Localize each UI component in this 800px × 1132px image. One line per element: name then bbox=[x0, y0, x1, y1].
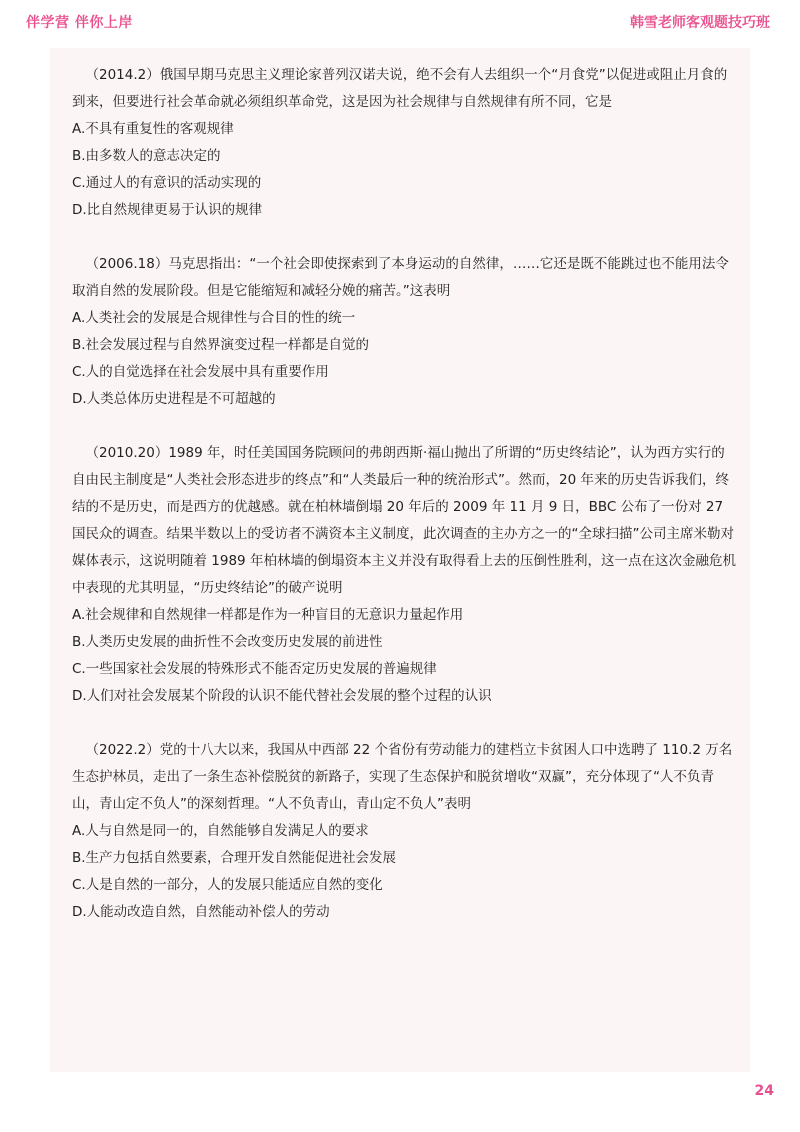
option-a: A.社会规律和自然规律一样都是作为一种盲目的无意识力量起作用 bbox=[72, 607, 464, 623]
option-b: B.社会发展过程与自然界演变过程一样都是自觉的 bbox=[72, 337, 370, 353]
option-d: D.比自然规律更易于认识的规律 bbox=[72, 202, 263, 218]
option-a: A.人与自然是同一的，自然能够自发满足人的要求 bbox=[72, 823, 369, 839]
question-2 bbox=[72, 251, 738, 413]
option-c: C.人是自然的一部分，人的发展只能适应自然的变化 bbox=[72, 877, 383, 893]
question-1 bbox=[72, 62, 738, 224]
option-d: D.人类总体历史进程是不可超越的 bbox=[72, 391, 276, 407]
option-d: D.人们对社会发展某个阶段的认识不能代替社会发展的整个过程的认识 bbox=[72, 688, 492, 704]
page-number: 24 bbox=[754, 1083, 774, 1099]
option-d: D.人能动改造自然，自然能动补偿人的劳动 bbox=[72, 904, 330, 920]
option-a: A.人类社会的发展是合规律性与合目的性的统一 bbox=[72, 310, 356, 326]
question-stem: （2010.20）1989 年，时任美国国务院顾问的弗朗西斯·福山抛出了所谓的“历史终结论”，认为西方实行的自由民主制度是“人类社会形态进步的终点”和“人类最后一种的统治形式”。然而，20 年来的历史告诉我们，终结的不是历史，而是西方的优越感。就在柏林墙倒塌 20 年后的 2009 年 11 月 9 日，BBC 公布了一份对 27 国民众的调查。结果半数以上的受访者不满资本主义制度，此次调查的主办方之一的“全球扫描”公司主席米勒对媒体表示，这说明随着 1989 年柏林墙的倒塌资本主义并没有取得看上去的压倒性胜利，这一点在这次金融危机中表现的尤其明显，“历史终结论”的破产说明 bbox=[72, 445, 736, 596]
option-c: C.一些国家社会发展的特殊形式不能否定历史发展的普遍规律 bbox=[72, 661, 437, 677]
option-b: B.由多数人的意志决定的 bbox=[72, 148, 221, 164]
question-3 bbox=[72, 440, 738, 710]
option-c: C.人的自觉选择在社会发展中具有重要作用 bbox=[72, 364, 329, 380]
option-c: C.通过人的有意识的活动实现的 bbox=[72, 175, 262, 191]
option-b: B.生产力包括自然要素，合理开发自然能促进社会发展 bbox=[72, 850, 397, 866]
question-list bbox=[72, 62, 738, 953]
header-brand: 伴学营 伴你上岸 bbox=[26, 15, 133, 31]
option-b: B.人类历史发展的曲折性不会改变历史发展的前进性 bbox=[72, 634, 383, 650]
page-header bbox=[0, 0, 800, 48]
question-stem: （2006.18）马克思指出：“一个社会即使探索到了本身运动的自然律，……它还是既不能跳过也不能用法令取消自然的发展阶段。但是它能缩短和减轻分娩的痛苦。”这表明 bbox=[72, 256, 729, 299]
question-stem: （2014.2）俄国早期马克思主义理论家普列汉诺夫说，绝不会有人去组织一个“月食党”以促进或阻止月食的到来，但要进行社会革命就必须组织革命党，这是因为社会规律与自然规律有所不同，它是 bbox=[72, 67, 728, 110]
question-stem: （2022.2）党的十八大以来，我国从中西部 22 个省份有劳动能力的建档立卡贫困人口中选聘了 110.2 万名生态护林员，走出了一条生态补偿脱贫的新路子，实现了生态保护和脱贫增收“双赢”，充分体现了“人不负青山，青山定不负人”的深刻哲理。“人不负青山，青山定不负人”表明 bbox=[72, 742, 733, 812]
header-course-title: 韩雪老师客观题技巧班 bbox=[630, 15, 770, 31]
question-4 bbox=[72, 737, 738, 926]
option-a: A.不具有重复性的客观规律 bbox=[72, 121, 234, 137]
